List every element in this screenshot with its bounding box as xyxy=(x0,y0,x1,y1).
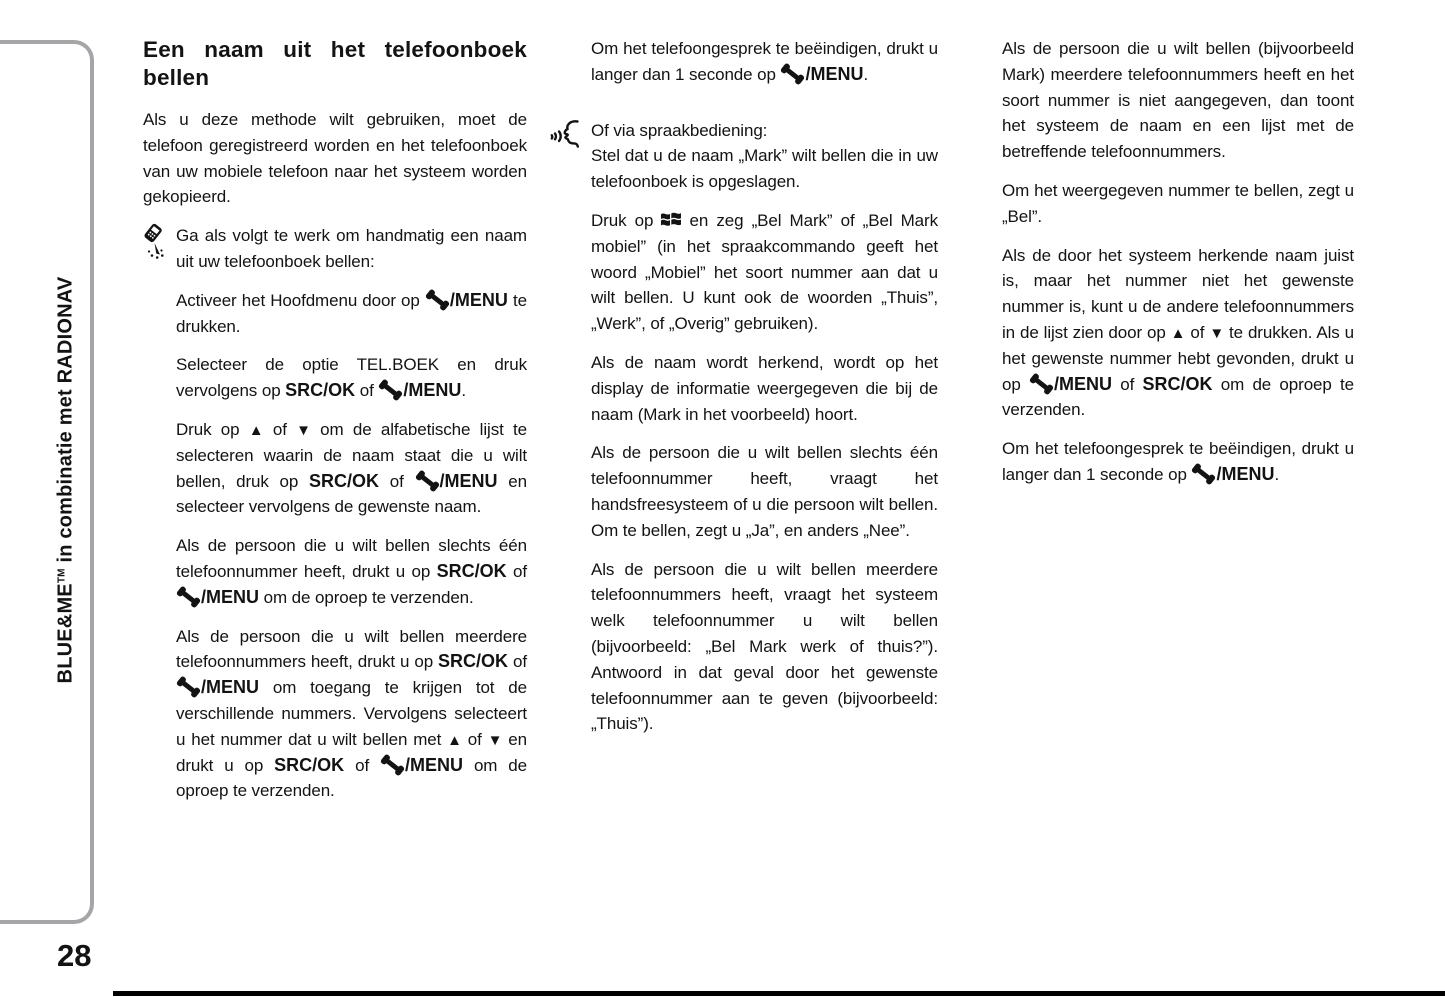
key-label: SRC/OK xyxy=(438,651,509,672)
key-label: /MENU xyxy=(1053,373,1112,394)
body-text: om de alfabetische lijst te selecteren waarin de naam staat die u wilt bellen, druk op xyxy=(176,419,527,491)
key-label: /MENU xyxy=(405,754,464,775)
phone-menu-button-icon xyxy=(378,382,403,398)
body-text: Als de naam wordt herkend, wordt op het display de informatie weergegeven die bij de naam (Mark in het voorbeeld) hoort. xyxy=(591,352,938,424)
page-number: 28 xyxy=(57,938,92,973)
body-text: om de oproep te verzenden. xyxy=(1002,374,1354,420)
trademark-symbol: TM xyxy=(56,568,68,584)
column-left-paragraphs xyxy=(143,107,527,804)
body-text: Of via spraakbediening: xyxy=(591,120,768,140)
body-text: en selecteer vervolgens de gewenste naam. xyxy=(176,471,527,517)
key-label: /MENU xyxy=(201,677,259,698)
body-text: Als u deze methode wilt gebruiken, moet de telefoon geregistreerd worden en het telefoonboek van uw mobiele telefoon naar het systeem worden gekopieerd. xyxy=(143,110,527,207)
body-text: Om het telefoongesprek te beëindigen, drukt u langer dan 1 seconde op xyxy=(591,39,938,84)
paragraph xyxy=(591,118,938,195)
paragraph xyxy=(143,288,527,340)
arrow-down-icon: ▼ xyxy=(296,421,311,439)
sidebar-section-title xyxy=(55,277,78,684)
key-label: /MENU xyxy=(449,289,508,310)
key-label: SRC/OK xyxy=(436,560,507,581)
key-label: /MENU xyxy=(805,63,864,84)
body-text: of xyxy=(263,419,297,439)
paragraph xyxy=(143,223,527,275)
body-text: Als de persoon die u wilt bellen slechts één telefoonnummer heeft, vraagt het handsfreesysteem of u die persoon wilt bellen. Om te bellen, zegt u „Ja”, en anders „Nee”. xyxy=(591,443,938,540)
body-text: Selecteer de optie TEL.BOEK en druk vervolgens op xyxy=(176,355,527,401)
paragraph xyxy=(1002,36,1354,165)
body-text: of xyxy=(379,471,415,491)
body-text: om toegang te krijgen tot de verschillende nummers. Vervolgens selecteert u het nummer dat u wilt bellen met xyxy=(176,678,527,749)
paragraph xyxy=(591,36,938,88)
body-text: of xyxy=(344,755,381,775)
body-text: of xyxy=(461,729,488,749)
phone-menu-button-icon xyxy=(1191,466,1216,482)
paragraph xyxy=(591,557,938,738)
body-text: of xyxy=(1111,374,1143,394)
body-text: BLUE&ME xyxy=(54,583,77,684)
body-text: en drukt u op xyxy=(176,729,527,775)
arrow-up-icon: ▲ xyxy=(447,731,462,749)
key-label: SRC/OK xyxy=(274,754,345,775)
manual-operation-icon xyxy=(140,224,167,260)
paragraph xyxy=(143,624,527,805)
paragraph xyxy=(1002,243,1354,424)
key-label: /MENU xyxy=(201,586,259,607)
paragraph xyxy=(143,417,527,520)
phone-menu-button-icon xyxy=(380,757,405,773)
body-text: Druk op xyxy=(591,210,662,230)
body-text: te drukken. xyxy=(176,290,527,336)
phone-menu-button-icon xyxy=(176,589,201,605)
sidebar-bracket-line xyxy=(0,40,94,924)
body-text: om de oproep te verzenden. xyxy=(176,755,527,801)
body-text: of xyxy=(355,381,379,401)
arrow-up-icon: ▲ xyxy=(248,421,264,439)
paragraph xyxy=(143,107,527,210)
body-text: . xyxy=(863,64,869,84)
paragraph xyxy=(591,440,938,543)
body-text: Stel dat u de naam „Mark” wilt bellen die in uw telefoonboek is opgeslagen. xyxy=(591,146,938,192)
bottom-edge-bar xyxy=(113,991,1445,996)
phone-menu-button-icon xyxy=(415,473,440,489)
phone-menu-button-icon xyxy=(1029,376,1054,392)
phone-menu-button-icon xyxy=(425,292,450,308)
body-text: Druk op xyxy=(176,419,249,439)
column-left xyxy=(143,36,527,817)
voice-control-icon xyxy=(550,119,587,153)
body-text: Ga als volgt te werk om handmatig een naam uit uw telefoonboek bellen: xyxy=(176,226,527,271)
paragraph xyxy=(1002,178,1354,230)
key-label: SRC/OK xyxy=(1142,373,1213,394)
voice-recognition-button-icon xyxy=(661,211,681,228)
arrow-down-icon: ▼ xyxy=(487,731,503,749)
column-right xyxy=(1002,36,1354,501)
body-text: in combinatie met RADIONAV xyxy=(54,276,77,569)
body-text: Om het telefoongesprek te beëindigen, drukt u langer dan 1 seconde op xyxy=(1002,439,1354,484)
body-text: of xyxy=(506,561,527,581)
paragraph xyxy=(143,352,527,404)
body-text: Om het weergegeven nummer te bellen, zegt u „Bel”. xyxy=(1002,180,1354,226)
key-label: SRC/OK xyxy=(285,380,356,401)
body-text: Als de persoon die u wilt bellen meerdere telefoonnummers heeft, vraagt het systeem welk telefoonnummer u wilt bellen (bijvoorbeeld: „Bel Mark werk of thuis?”). Antwoord in dat geval door het gewenste telefoonnummer aan te geven (bijvoorbeeld: „Thuis”). xyxy=(591,559,938,734)
paragraph xyxy=(143,533,527,610)
body-text: . xyxy=(1274,464,1280,484)
body-text: Als de door het systeem herkende naam juist is, maar het nummer niet het gewenste nummer is, kunt u de andere telefoonnummers in de lijst zien door op xyxy=(1002,245,1354,342)
body-text: Als de persoon die u wilt bellen meerdere telefoonnummers heeft, drukt u op xyxy=(176,626,527,672)
body-text: en zeg „Bel Mark” of „Bel Mark mobiel” (in het spraakcommando geeft het woord „Mobiel” het soort nummer aan dat u wilt bellen. U kunt ook de woorden „Thuis”, „Werk”, of „Overig” gebruiken). xyxy=(591,210,939,334)
key-label: /MENU xyxy=(1216,463,1275,484)
paragraph xyxy=(591,350,938,427)
body-text: om de oproep te verzenden. xyxy=(259,587,474,607)
body-text: . xyxy=(461,381,467,401)
key-label: /MENU xyxy=(403,380,462,401)
body-text: of xyxy=(508,652,528,672)
key-label: SRC/OK xyxy=(309,470,380,491)
section-heading: Een naam uit het telefoonboek bellen xyxy=(143,37,527,90)
arrow-down-icon: ▼ xyxy=(1209,324,1225,342)
body-text: Activeer het Hoofdmenu door op xyxy=(176,290,425,310)
phone-menu-button-icon xyxy=(780,66,805,82)
column-middle-paragraphs xyxy=(591,36,938,737)
phone-menu-button-icon xyxy=(176,679,201,695)
body-text: Als de persoon die u wilt bellen (bijvoorbeeld Mark) meerdere telefoonnummers heeft en het soort nummer is niet aangegeven, dan toont het systeem de naam en een lijst met de betreffende telefoonnummers. xyxy=(1002,39,1354,162)
key-label: /MENU xyxy=(439,470,498,491)
paragraph xyxy=(1002,436,1354,488)
body-text: Als de persoon die u wilt bellen slechts één telefoonnummer heeft, drukt u op xyxy=(176,536,527,581)
body-text: of xyxy=(1185,322,1210,342)
paragraph xyxy=(591,208,938,337)
column-right-paragraphs xyxy=(1002,36,1354,488)
column-middle xyxy=(591,36,938,750)
body-text: te drukken. Als u het gewenste nummer hebt gevonden, drukt u op xyxy=(1002,322,1355,394)
arrow-up-icon: ▲ xyxy=(1170,324,1186,342)
